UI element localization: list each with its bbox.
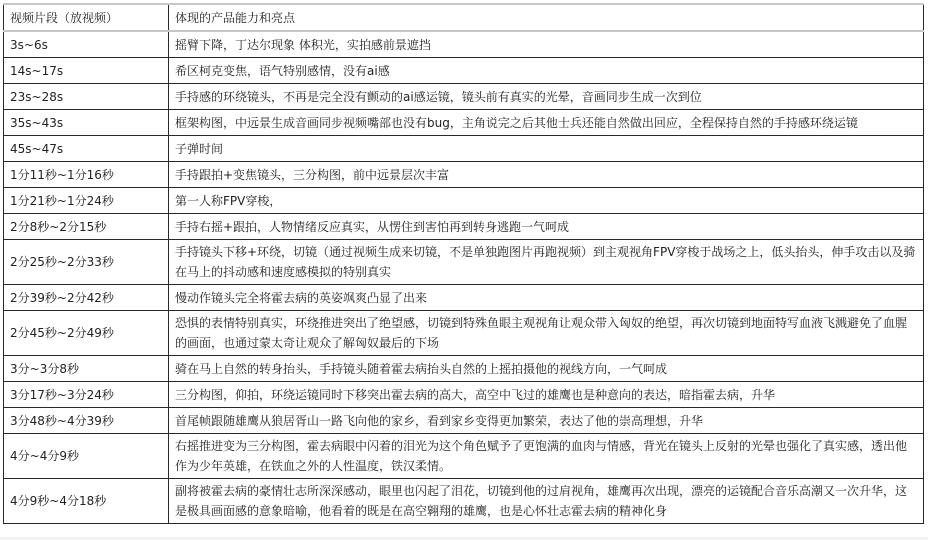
highlight-cell: 副将被霍去病的豪情壮志所深深感动，眼里也闪起了泪花，切镜到他的过肩视角，雄鹰再次出现，漂亮的运镜配合音乐高潮又一次升华，这是极具画面感的意象暗喻，他看着的既是在高空翱翔的雄鹰，也是心怀壮志霍去病的精神化身 <box>169 479 924 524</box>
segment-cell: 14s~17s <box>4 58 169 84</box>
highlight-cell: 子弹时间 <box>169 136 924 162</box>
table-row <box>4 479 924 524</box>
highlight-cell: 恐惧的表情特别真实，环绕推进突出了绝望感，切镜到特殊鱼眼主观视角让观众带入匈奴的绝望，再次切镜到地面特写血液飞溅避免了血腥的画面，也通过蒙太奇让观众了解匈奴最后的下场 <box>169 311 924 356</box>
table-row <box>4 31 924 58</box>
table-row <box>4 240 924 285</box>
highlight-cell: 手持右摇+跟拍，人物情绪反应真实，从愣住到害怕再到转身逃跑一气呵成 <box>169 214 924 240</box>
segment-cell: 4分9秒~4分18秒 <box>4 479 169 524</box>
table-row <box>4 311 924 356</box>
header-highlight: 体现的产品能力和亮点 <box>169 4 924 31</box>
table-row <box>4 408 924 434</box>
table-row <box>4 110 924 136</box>
table-row <box>4 382 924 408</box>
highlight-cell: 右摇推进变为三分构图，霍去病眼中闪着的泪光为这个角色赋予了更饱满的血肉与情感，背光在镜头上反射的光晕也强化了真实感，透出他作为少年英雄，在铁血之外的人性温度，铁汉柔情。 <box>169 434 924 479</box>
highlight-cell: 框架构图，中远景生成音画同步视频嘴部也没有bug，主角说完之后其他士兵还能自然做出回应，全程保持自然的手持感环绕运镜 <box>169 110 924 136</box>
segment-cell: 2分39秒~2分42秒 <box>4 285 169 311</box>
table-row <box>4 188 924 214</box>
highlight-cell: 手持感的环绕镜头，不再是完全没有颤动的ai感运镜，镜头前有真实的光晕，音画同步生成一次到位 <box>169 84 924 110</box>
segment-cell: 3分48秒~4分39秒 <box>4 408 169 434</box>
segment-cell: 35s~43s <box>4 110 169 136</box>
segment-cell: 3s~6s <box>4 31 169 58</box>
table-row <box>4 136 924 162</box>
table-row <box>4 434 924 479</box>
highlight-cell: 摇臂下降，丁达尔现象 体积光，实拍感前景遮挡 <box>169 31 924 58</box>
highlight-cell: 手持镜头下移+环绕，切镜（通过视频生成来切镜，不是单独跑图片再跑视频）到主观视角FPV穿梭于战场之上，低头抬头，伸手攻击以及骑在马上的抖动感和速度感模拟的特别真实 <box>169 240 924 285</box>
segment-cell: 3分17秒~3分24秒 <box>4 382 169 408</box>
table-row <box>4 162 924 188</box>
header-segment: 视频片段（放视频） <box>4 4 169 31</box>
highlight-cell: 慢动作镜头完全将霍去病的英姿飒爽凸显了出来 <box>169 285 924 311</box>
highlight-cell: 第一人称FPV穿梭， <box>169 188 924 214</box>
highlight-cell: 手持跟拍+变焦镜头，三分构图，前中远景层次丰富 <box>169 162 924 188</box>
segment-cell: 1分21秒~1分24秒 <box>4 188 169 214</box>
table-header-row <box>4 4 924 31</box>
segment-cell: 45s~47s <box>4 136 169 162</box>
highlight-cell: 三分构图，仰拍，环绕运镜同时下移突出霍去病的高大，高空中飞过的雄鹰也是种意向的表达，暗指霍去病，升华 <box>169 382 924 408</box>
table-row <box>4 285 924 311</box>
segment-cell: 1分11秒~1分16秒 <box>4 162 169 188</box>
highlight-cell: 希区柯克变焦，语气特别感情，没有ai感 <box>169 58 924 84</box>
table-row <box>4 214 924 240</box>
segment-cell: 3分~3分8秒 <box>4 356 169 382</box>
table-row <box>4 84 924 110</box>
segment-cell: 4分~4分9秒 <box>4 434 169 479</box>
highlight-cell: 骑在马上自然的转身抬头，手持镜头随着霍去病抬头自然的上摇拍摄他的视线方向，一气呵成 <box>169 356 924 382</box>
highlight-cell: 首尾帧跟随雄鹰从狼居胥山一路飞向他的家乡，看到家乡变得更加繁荣，表达了他的崇高理想，升华 <box>169 408 924 434</box>
highlights-table <box>3 3 924 524</box>
table-row <box>4 58 924 84</box>
segment-cell: 23s~28s <box>4 84 169 110</box>
segment-cell: 2分45秒~2分49秒 <box>4 311 169 356</box>
segment-cell: 2分25秒~2分33秒 <box>4 240 169 285</box>
table-row <box>4 356 924 382</box>
segment-cell: 2分8秒~2分15秒 <box>4 214 169 240</box>
